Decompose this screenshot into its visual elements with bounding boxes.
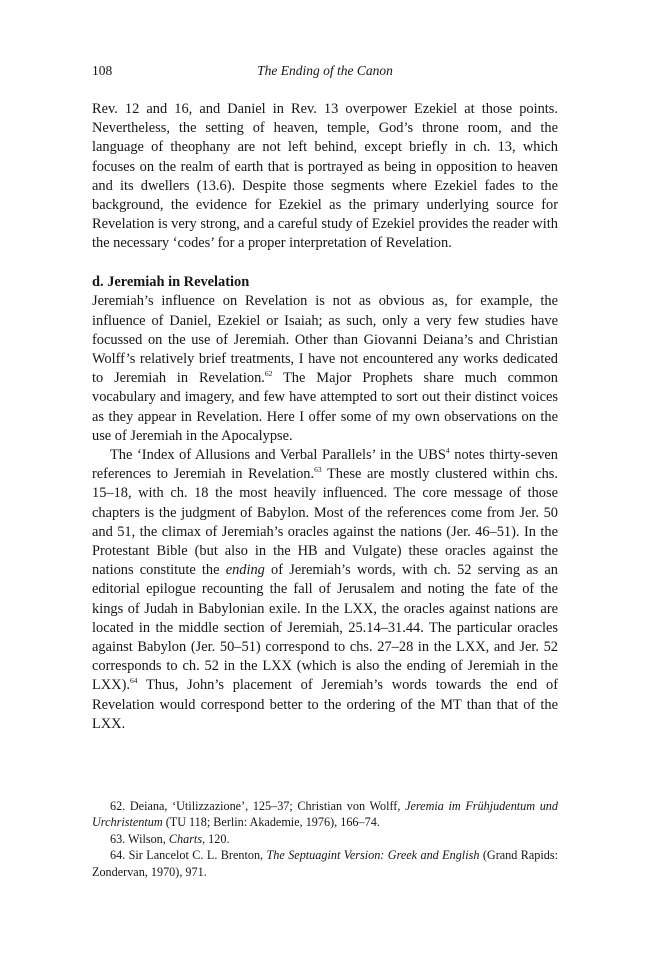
ubs-edition-superscript: 4 xyxy=(445,445,450,455)
paragraph-text: Thus, John’s placement of Jeremiah’s words towards the end of Revelation would correspond better to the ordering of the MT than that of the LXX. xyxy=(92,677,558,732)
running-header xyxy=(92,63,558,83)
footnote-text: 62. Deiana, ‘Utilizzazione’, 125–37; Christian von Wolff, xyxy=(110,799,406,813)
footnote-text: (Grand Rapids: Zondervan, 1970), 971. xyxy=(92,848,558,879)
footnote-title: Jeremia im Frühjudentum und Urchristentum xyxy=(92,799,558,830)
paragraph-jeremiah-intro xyxy=(92,292,558,446)
footnote-title: The Septuagint Version: Greek and English xyxy=(266,848,480,863)
paragraph-text: Jeremiah’s influence on Revelation is not as obvious as, for example, the influence of Daniel, Ezekiel or Isaiah; as such, only a very few studies have focussed on the use of Jeremiah. Other than Giovanni Deiana’s and Christian Wolff’s relatively brief treatments, I have not encountered any works dedicated to Jeremiah in Revelation. xyxy=(92,293,558,387)
footnote-ref-63[interactable]: 63 xyxy=(314,465,322,475)
main-text xyxy=(92,100,558,734)
page-number: 108 xyxy=(92,63,113,78)
footnote-ref-64[interactable]: 64 xyxy=(129,676,138,686)
footnote-text: 64. Sir Lancelot C. L. Brenton, xyxy=(110,848,267,863)
paragraph-text: The Major Prophets share much common vocabulary and imagery, and few have attempted to sort out their distinct voices as they appear in Revelation. Here I offer some of my own observations on the use of Jeremiah in the Apocalypse. xyxy=(92,370,559,444)
paragraph-text: of Jeremiah’s words, with ch. 52 serving as an editorial epilogue recounting the fall of Jerusalem and noting the fate of the kings of Judah in Babylonian exile. In the LXX, the oracles against nations are located in the middle section of Jeremiah, 25.14–31.44. The particular oracles against Babylon (Jer. 50–51) correspond to chs. 27–28 in the LXX, and Jer. 52 corresponds to ch. 52 in the LXX (which is also the ending of Jeremiah in the LXX). xyxy=(92,562,558,694)
running-title: The Ending of the Canon xyxy=(257,63,393,78)
footnote-64 xyxy=(92,847,558,880)
paragraph-ubs-index xyxy=(92,446,558,734)
footnote-text: (TU 118; Berlin: Akademie, 1976), 166–74. xyxy=(162,815,380,830)
section-heading: d. Jeremiah in Revelation xyxy=(92,274,250,291)
paragraph-text: These are mostly clustered within chs. 15–18, with ch. 18 the most heavily influenced. The core message of those chapters is the judgment of Babylon. Most of the references come from Jer. 50 and 51, the climax of Jeremiah’s oracles against the nations (Jer. 46–51). In the Protestant Bible (but also in the HB and Vulgate) these oracles against the nations constitute the xyxy=(92,466,559,579)
paragraph-text: The ‘Index of Allusions and Verbal Parallels’ in the UBS xyxy=(110,446,446,463)
footnote-text: , 120. xyxy=(202,831,230,846)
footnotes xyxy=(92,798,558,880)
footnote-text: 63. Wilson, xyxy=(110,831,169,846)
footnote-62 xyxy=(92,798,558,831)
paragraph-ezekiel-conclusion: Rev. 12 and 16, and Daniel in Rev. 13 overpower Ezekiel at those points. Nevertheless, the setting of heaven, temple, God’s throne room, and the language of theophany are not left behind, except briefly in ch. 13, which focuses on the realm of earth that is portrayed as being in opposition to heaven and its dwellers (13.6). Despite those segments where Ezekiel fades to the background, the evidence for Ezekiel as the primary underlying source for Revelation is very strong, and a careful study of Ezekiel provides the reader with the necessary ‘codes’ for a proper interpretation of Revelation. xyxy=(92,101,558,252)
paragraph-text: notes thirty-seven references to Jeremiah in Revelation. xyxy=(92,446,559,483)
footnote-title: Charts xyxy=(168,831,203,846)
emphasis-ending: ending xyxy=(225,562,265,579)
footnote-63 xyxy=(92,831,558,847)
footnote-ref-62[interactable]: 62 xyxy=(264,369,273,379)
